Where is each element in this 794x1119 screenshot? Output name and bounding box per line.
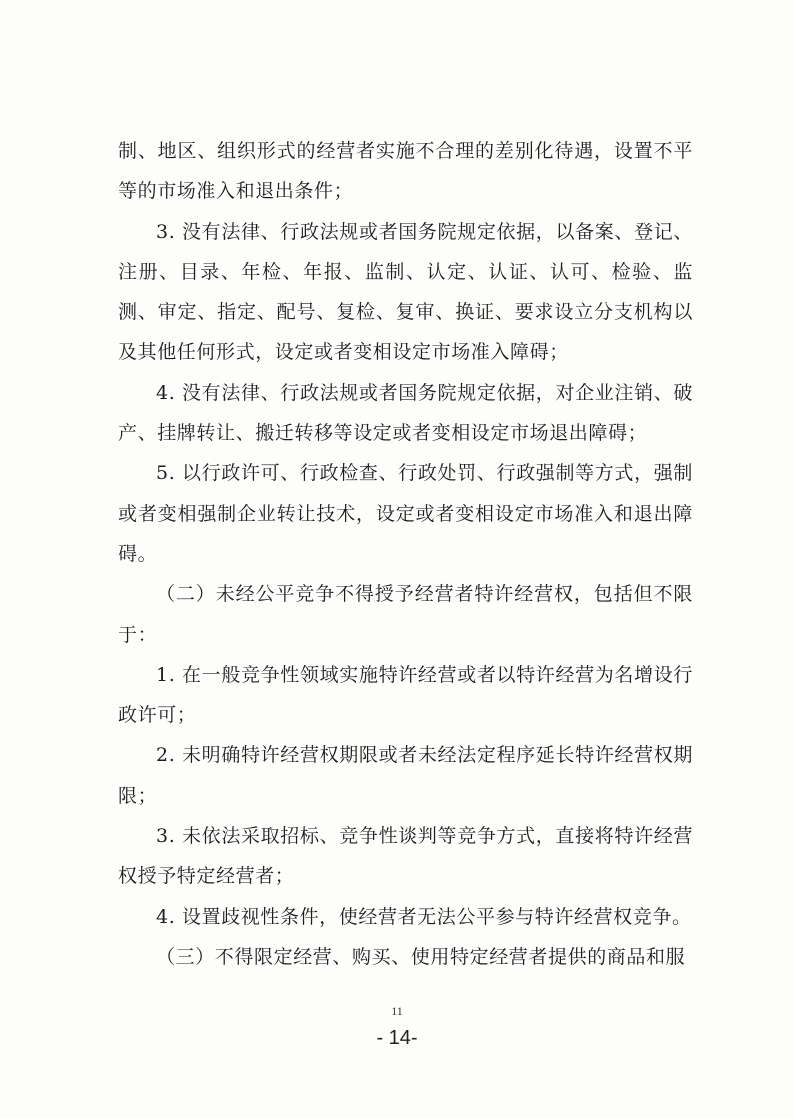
- paragraph-continuation: 制、地区、组织形式的经营者实施不合理的差别化待遇，设置不平等的市场准入和退出条件；: [118, 140, 693, 203]
- paragraph-item-4-exit-barriers: 4. 没有法律、行政法规或者国务院规定依据，对企业注销、破产、挂牌转让、搬迁转移等设定或者变相设定市场退出障碍；: [118, 381, 693, 445]
- paragraph-franchise-item-2: 2. 未明确特许经营权期限或者未经法定程序延长特许经营权期限；: [118, 744, 693, 807]
- paragraph-section-3-restrictions: （三）不得限定经营、购买、使用特定经营者提供的商品和服: [156, 945, 686, 968]
- paragraph-item-5-technology-transfer: 5. 以行政许可、行政检查、行政处罚、行政强制等方式，强制或者变相强制企业转让技术，设定或者变相设定市场准入和退出障碍。: [118, 462, 693, 565]
- paragraph-item-3-registration: 3. 没有法律、行政法规或者国务院规定依据，以备案、登记、注册、目录、年检、年报、监制、认定、认证、认可、检验、监测、审定、指定、配号、复检、复审、换证、要求设立分支机构以及其他任何形式，设定或者变相设定市场准入障碍；: [118, 220, 693, 364]
- inner-page-number: 11: [391, 1004, 403, 1018]
- paragraph-franchise-item-1: 1. 在一般竞争性领域实施特许经营或者以特许经营为名增设行政许可；: [118, 663, 693, 727]
- paragraph-section-2-franchise: （二）未经公平竞争不得授予经营者特许经营权，包括但不限于：: [118, 583, 693, 646]
- paragraph-franchise-item-4: 4. 设置歧视性条件，使经营者无法公平参与特许经营权竞争。: [156, 905, 692, 928]
- body-text: [118, 131, 693, 977]
- paragraph-franchise-item-3: 3. 未依法采取招标、竞争性谈判等竞争方式，直接将特许经营权授予特定经营者；: [118, 825, 693, 888]
- page-number: - 14-: [376, 1027, 418, 1049]
